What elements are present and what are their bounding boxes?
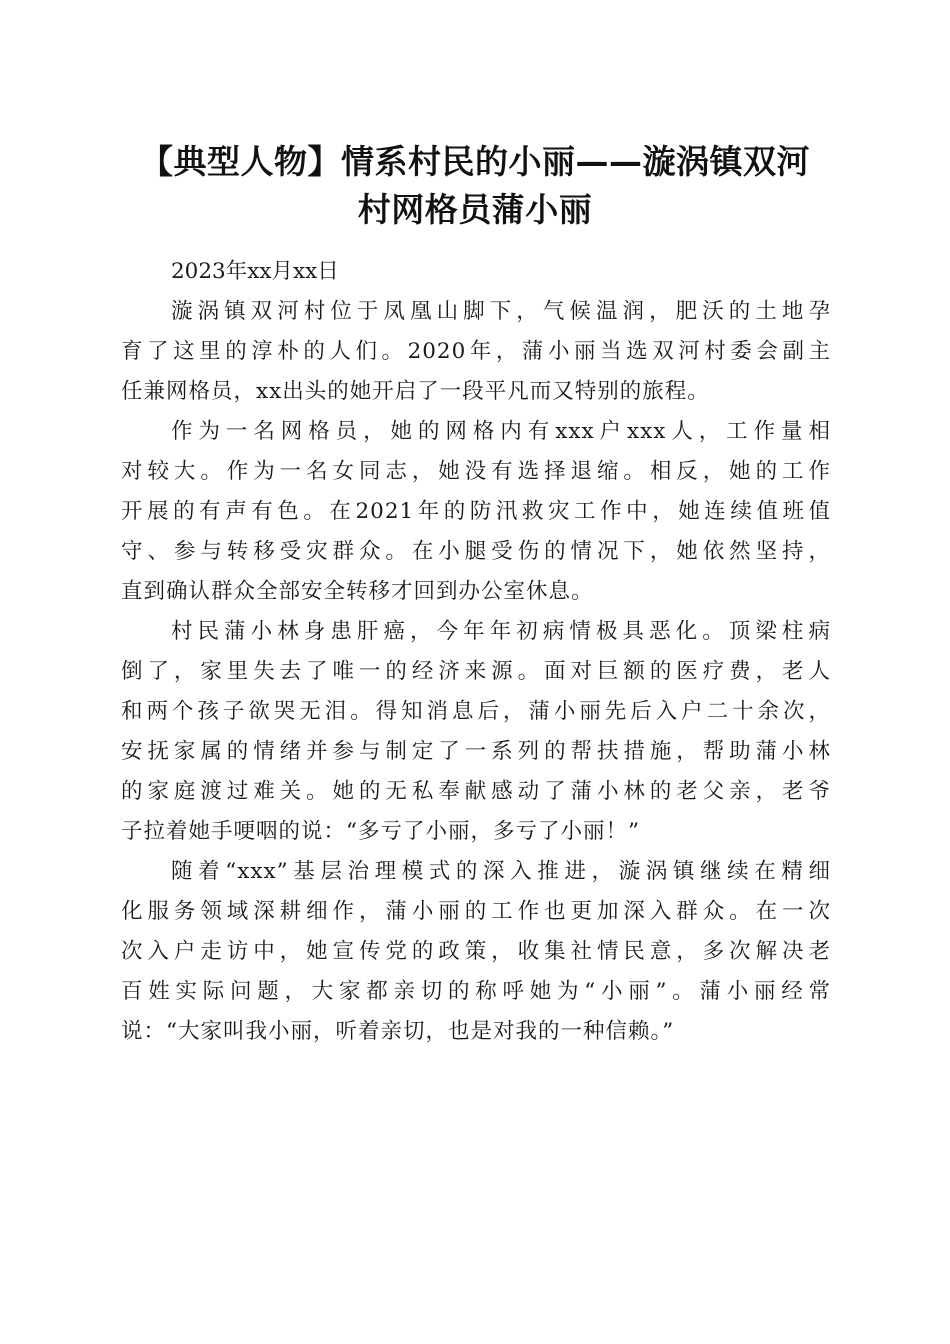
paragraph-line: 任兼网格员，xx出头的她开启了一段平凡而又特别的旅程。 [121,379,710,404]
paragraph-line: 守、参与转移受灾群众。在小腿受伤的情况下，她依然坚持， [121,539,831,564]
paragraph-line: 直到确认群众全部安全转移才回到办公室休息。 [121,579,594,604]
paragraph-line: 育了这里的淳朴的人们。2020年，蒲小丽当选双河村委会副主 [121,339,831,364]
paragraph-2 [121,412,831,612]
paragraph-3 [121,612,831,852]
paragraph-1 [121,292,831,412]
paragraph-line: 安抚家属的情绪并参与制定了一系列的帮扶措施，帮助蒲小林 [121,739,831,764]
paragraph-line: 子拉着她手哽咽的说：“多亏了小丽，多亏了小丽！” [121,819,640,844]
paragraph-line: 开展的有声有色。在2021年的防汛救灾工作中，她连续值班值 [121,499,831,524]
title-line: 【典型人物】情系村民的小丽——漩涡镇双河 [140,142,810,181]
document-body [121,252,831,1052]
paragraph-line: 次入户走访中，她宣传党的政策，收集社情民意，多次解决老 [121,939,831,964]
paragraph-line: 化服务领域深耕细作，蒲小丽的工作也更加深入群众。在一次 [121,899,831,924]
paragraph-line: 百姓实际问题，大家都亲切的称呼她为“小丽”。蒲小丽经常 [121,979,831,1004]
paragraph-line: 和两个孩子欲哭无泪。得知消息后，蒲小丽先后入户二十余次， [121,699,831,724]
paragraph-line: 的家庭渡过难关。她的无私奉献感动了蒲小林的老父亲，老爷 [121,779,831,804]
document-title [100,138,850,234]
paragraph-line: 对较大。作为一名女同志，她没有选择退缩。相反，她的工作 [121,459,831,484]
paragraph-line: 说：“大家叫我小丽，听着亲切，也是对我的一种信赖。” [121,1019,675,1044]
paragraph-line: 村民蒲小林身患肝癌，今年年初病情极具恶化。顶梁柱病 [171,619,831,644]
document-date: 2023年xx月xx日 [171,259,339,284]
paragraph-line: 漩涡镇双河村位于凤凰山脚下，气候温润，肥沃的土地孕 [171,299,831,324]
title-line: 村网格员蒲小丽 [357,190,593,229]
paragraph-4 [121,852,831,1052]
paragraph-line: 随着“xxx”基层治理模式的深入推进，漩涡镇继续在精细 [171,859,831,884]
paragraph-line: 作为一名网格员，她的网格内有xxx户xxx人，工作量相 [171,419,831,444]
paragraph-line: 倒了，家里失去了唯一的经济来源。面对巨额的医疗费，老人 [121,659,831,684]
